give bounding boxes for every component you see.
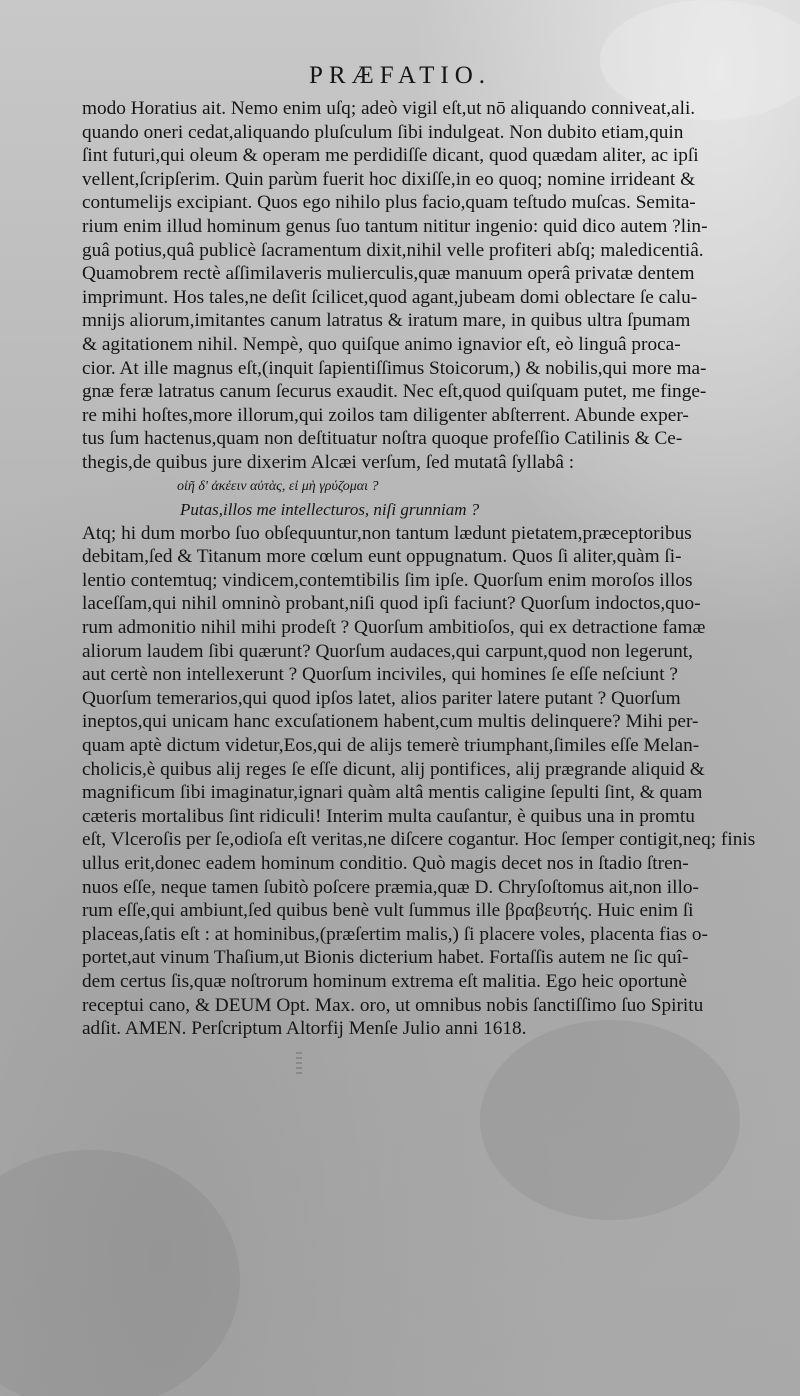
text-line: laceſſam,qui nihil omninò probant,niſi quod ipſi faciunt? Quorſum indoctos,quo- (82, 593, 701, 615)
paper-stain (480, 1020, 740, 1220)
text-line: cæteris mortalibus ſint ridiculi! Interim multa cauſantur, è quibus una in promtu (82, 805, 695, 827)
text-line: ſint futuri,qui oleum & operam me perdidiſſe dicant, quod quædam aliter, ac ipſi (82, 145, 699, 167)
text-line: aliorum laudem ſibi quærunt? Quorſum audaces,qui carpunt,quod non legerunt, (82, 640, 693, 662)
ink-mark (296, 1052, 302, 1074)
latin-quote: Putas,illos me intellecturos, niſi grunniam ? (180, 500, 480, 520)
text-line: nuos eſſe, neque tamen ſubitò poſcere præmia,quæ D. Chryſoſtomus ait,non illo- (82, 876, 699, 898)
text-line: rum admonitio nihil mihi prodeſt ? Quorſum ambitioſos, qui ex detractione famæ (82, 617, 706, 639)
text-line: mnijs aliorum,imitantes canum latratus & iratum mare, in quibus ultra ſpumam (82, 310, 691, 332)
paper-stain (0, 1150, 240, 1396)
text-line: quam aptè dictum videtur,Eos,qui de alijs temerè triumphant,ſimiles eſſe Melan- (82, 735, 700, 757)
text-line: Quorſum temerarios,qui quod ipſos latet, alios pariter latere putant ? Quorſum (82, 687, 681, 709)
text-line: Quamobrem rectè aſſimilaveris mulierculis,quæ manuum operâ privatæ dentem (82, 263, 695, 285)
text-line: rium enim illud hominum genus ſuo tantum nititur ingenio: quid dico autem ?lin- (82, 215, 708, 237)
text-line: portet,aut vinum Thaſium,ut Bionis dicterium habet. Fortaſſis autem ne ſic quî- (82, 947, 689, 969)
text-line: imprimunt. Hos tales,ne deſit ſcilicet,quod agant,jubeam domi oblectare ſe calu- (82, 286, 698, 308)
text-line: gnæ feræ latratus canum ſecurus exaudit. Nec eſt,quod quiſquam putet, me finge- (82, 381, 707, 403)
text-line: eſt, Vlceroſis per ſe,odioſa eſt veritas,ne diſcere cogantur. Hoc ſemper contigit,neq; finis (82, 829, 756, 851)
text-line: receptui cano, & DEUM Opt. Max. oro, ut omnibus nobis ſanctiſſimo ſuo Spiritu (82, 994, 704, 1016)
text-line: Atq; hi dum morbo ſuo obſequuntur,non tantum lædunt pietatem,præceptoribus (82, 522, 692, 544)
text-line: magnificum ſibi imaginatur,ignari quàm altâ mentis caligine ſepulti ſint, & quam (82, 782, 703, 804)
greek-verse: οἰῆ δ' ἀκέειν αὐτὰς, εἰ μὴ γρύζομαι ? (177, 478, 379, 494)
text-line: aut certè non intellexerunt ? Quorſum inciviles, qui homines ſe eſſe neſciunt ? (82, 664, 678, 686)
text-line: modo Horatius ait. Nemo enim uſq; adeò vigil eſt,ut nō aliquando conniveat,ali. (82, 98, 696, 119)
text-line: contumelijs excipiant. Quos ego nihilo plus facio,quam teſtudo muſcas. Semita- (82, 192, 696, 214)
text-line: adſit. AMEN. Perſcriptum Altorfij Menſe Julio anni 1618. (82, 1018, 527, 1040)
text-line: vellent,ſcripſerim. Quin parùm fuerit hoc dixiſſe,in eo quoq; nomine irrideant & (82, 168, 696, 190)
text-line: lentio contemtuq; vindicem,contemtibilis ſim ipſe. Quorſum enim moroſos illos (82, 569, 693, 591)
text-line: cholicis,è quibus alij reges ſe eſſe dicunt, alij pontifices, alij prægrande aliquid & (82, 758, 705, 780)
text-line: quando oneri cedat,aliquando pluſculum ſibi indulgeat. Non dubito etiam,quin (82, 121, 684, 143)
text-line: thegis,de quibus jure dixerim Alcæi verſum, ſed mutatâ ſyllabâ : (82, 451, 575, 473)
text-line: ineptos,qui unicam hanc excuſationem habent,cum multis delinquere? Mihi per- (82, 711, 699, 733)
text-line: rum eſſe,qui ambiunt,ſed quibus benè vult ſummus ille βραβευτής. Huic enim ſi (82, 900, 694, 922)
text-line: tus ſum hactenus,quam non deſtituatur noſtra quoque profeſſio Catilinis & Ce- (82, 428, 683, 450)
text-line: placeas,ſatis eſt : at hominibus,(præſertim malis,) ſi placere voles, placenta fias o- (82, 923, 708, 945)
text-line: guâ potius,quâ publicè ſacramentum dixit,nihil velle profiteri abſq; maledicentiâ. (82, 239, 704, 261)
text-line: debitam,ſed & Titanum more cœlum eunt oppugnatum. Quos ſi aliter,quàm ſi- (82, 546, 682, 568)
page-header: PRÆFATIO. (308, 62, 492, 89)
text-line: ullus erit,donec eadem hominum conditio. Quò magis decet nos in ſtadio ſtren- (82, 853, 689, 874)
body-text (82, 97, 782, 1041)
text-line: dem certus ſis,quæ noſtrorum hominum extrema eſt malitia. Ego heic oportunè (82, 970, 688, 992)
text-line: cior. At ille magnus eſt,(inquit ſapientiſſimus Stoicorum,) & nobilis,qui more ma- (82, 357, 707, 379)
text-line: re mihi hoſtes,more illorum,qui zoilos tam diligenter abſterrent. Abunde exper- (82, 404, 689, 426)
text-line: & agitationem nihil. Nempè, quo quiſque animo ignavior eſt, eò linguâ proca- (82, 333, 681, 355)
